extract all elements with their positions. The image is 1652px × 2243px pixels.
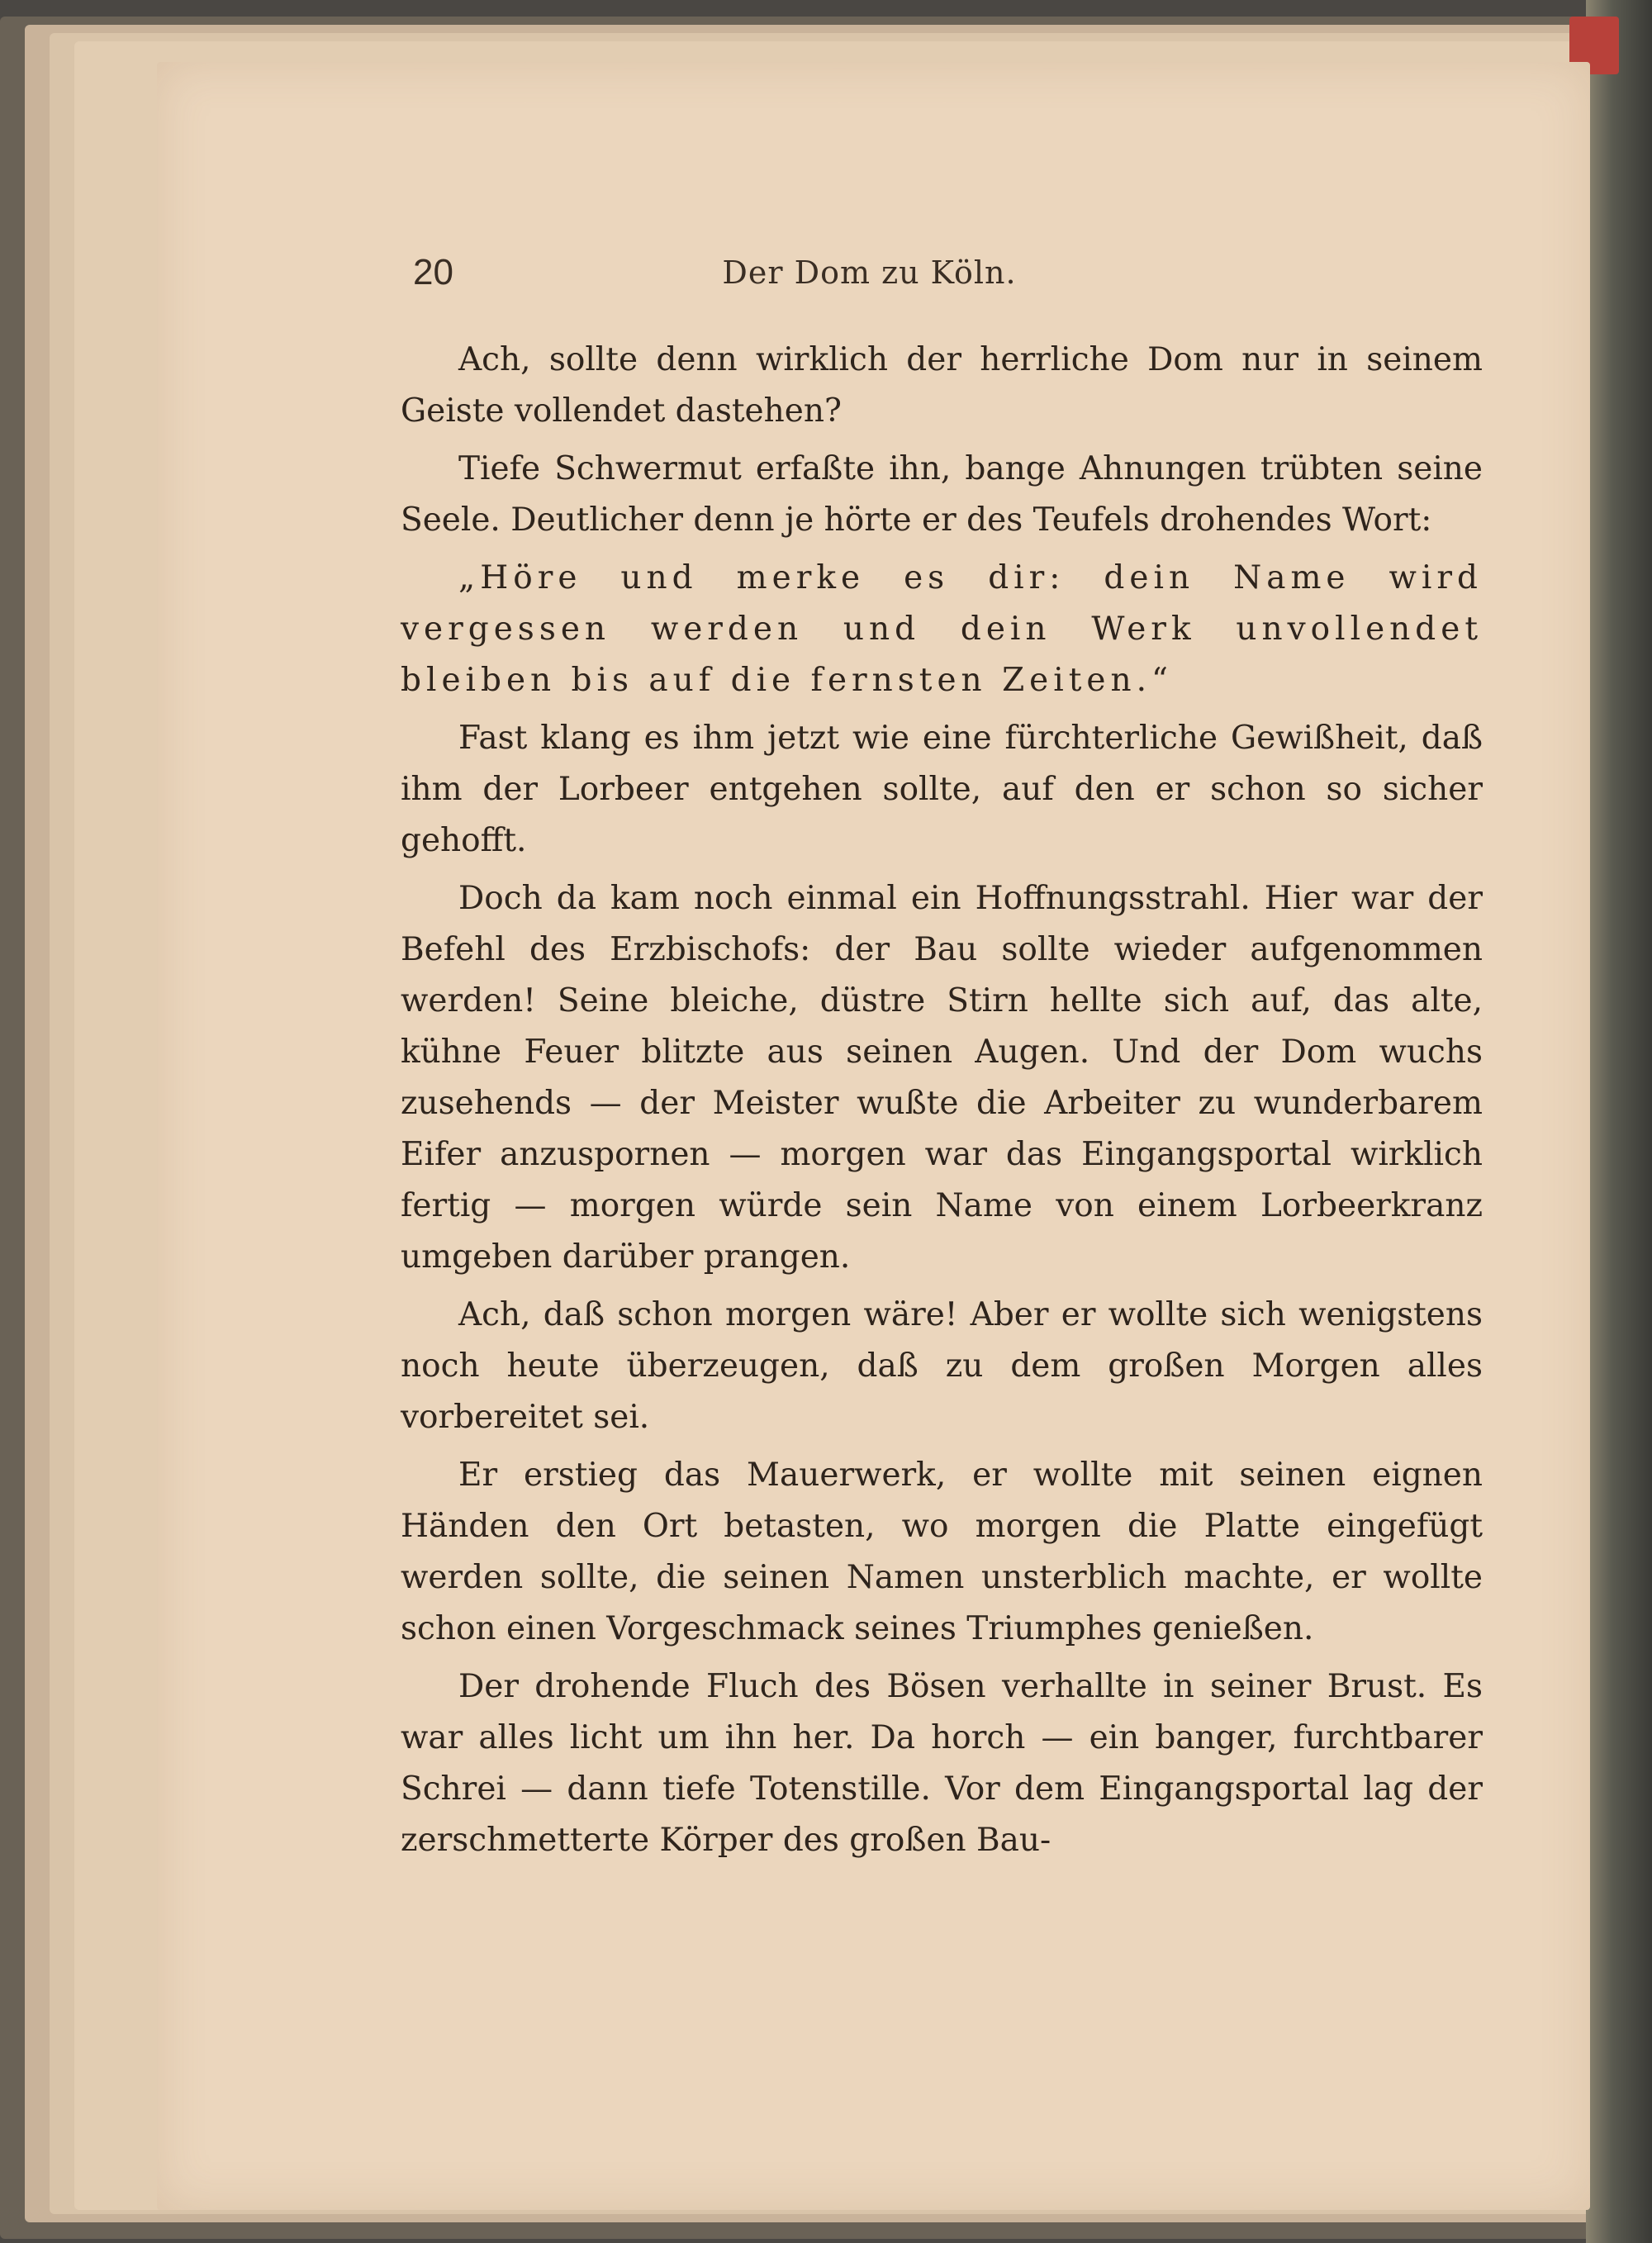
spaced-quote-paragraph: „Höre und merke es dir: dein Name wird vergessen werden und dein Werk unvollendet bleiben bis auf die fernsten Zeiten.“: [401, 559, 1483, 699]
paragraph: Doch da kam noch einmal ein Hoffnungsstrahl. Hier war der Befehl des Erzbischofs: der Bau sollte wieder aufgenommen werden! Seine bleiche, düstre Stirn hellte sich auf, das alte, kühne Feuer blitzte aus seinen Augen. Und der Dom wuchs zusehends — der Meister wußte die Arbeiter zu wunderbarem Eifer anzuspornen — morgen war das Eingangsportal wirklich fertig — morgen würde sein Name von einem Lorbeerkranz umgeben darüber prangen.: [401, 880, 1483, 1276]
paragraph: Ach, sollte denn wirklich der herrliche Dom nur in seinem Geiste vollendet dastehen?: [401, 341, 1483, 430]
paragraph: Tiefe Schwermut erfaßte ihn, bange Ahnungen trübten seine Seele. Deutlicher denn je hörte er des Teufels drohendes Wort:: [401, 450, 1483, 539]
page-header: [256, 244, 1483, 310]
book-spine: [1586, 0, 1652, 2243]
paragraph: Fast klang es ihm jetzt wie eine fürchterliche Gewißheit, daß ihm der Lorbeer entgehen sollte, auf den er schon so sicher gehofft.: [401, 720, 1483, 859]
page-number: 20: [413, 252, 453, 292]
paragraph: Der drohende Fluch des Bösen verhallte in seiner Brust. Es war alles licht um ihn her. Da horch — ein banger, furchtbarer Schrei — dann tiefe Totenstille. Vor dem Eingangsportal lag der zerschmetterte Körper des großen Bau-: [401, 1668, 1483, 1859]
running-head: Der Dom zu Köln.: [722, 254, 1017, 291]
body-text: [401, 335, 1483, 1873]
paragraph: Er erstieg das Mauerwerk, er wollte mit seinen eignen Händen den Ort betasten, wo morgen die Platte eingefügt werden sollte, die seinen Namen unsterblich machte, er wollte schon einen Vorgeschmack seines Triumphes genießen.: [401, 1457, 1483, 1647]
paragraph: Ach, daß schon morgen wäre! Aber er wollte sich wenigstens noch heute überzeugen, daß zu dem großen Morgen alles vorbereitet sei.: [401, 1296, 1483, 1436]
